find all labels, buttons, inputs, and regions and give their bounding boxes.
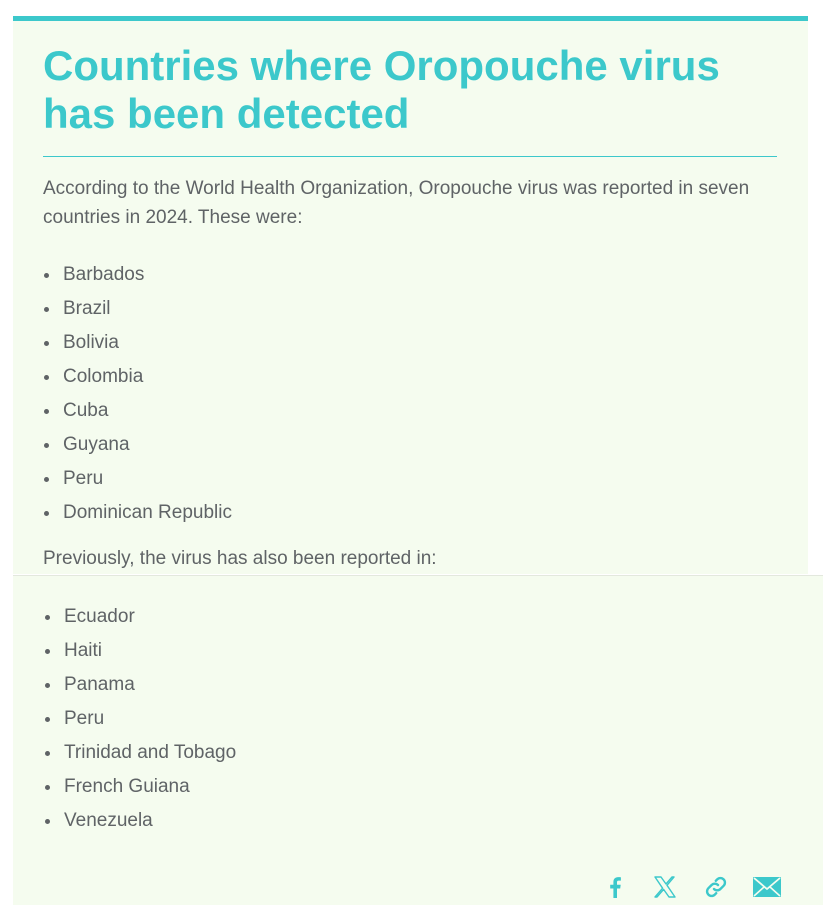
- list-item-label: Venezuela: [64, 810, 153, 831]
- facebook-icon: [608, 876, 622, 898]
- list-item: [43, 326, 232, 360]
- countries-previous-list: [44, 600, 236, 838]
- title-divider: [43, 156, 777, 157]
- list-item-label: Panama: [64, 674, 135, 695]
- bullet-icon: [44, 341, 49, 346]
- list-item-label: Cuba: [63, 400, 109, 421]
- list-item: [44, 770, 236, 804]
- list-item-label: Ecuador: [64, 606, 135, 627]
- intro-paragraph: According to the World Health Organization, Oropouche virus was reported in seven countries in 2024. These were:: [43, 178, 750, 228]
- list-item: [44, 804, 236, 838]
- list-item-label: Dominican Republic: [63, 502, 232, 523]
- countries-2024-list: [43, 258, 232, 530]
- list-item-label: Bolivia: [63, 332, 119, 353]
- bullet-icon: [44, 443, 49, 448]
- bullet-icon: [44, 273, 49, 278]
- bullet-icon: [44, 307, 49, 312]
- bullet-icon: [44, 477, 49, 482]
- list-item-label: Peru: [63, 468, 104, 489]
- list-item: [43, 360, 232, 394]
- x-share-button[interactable]: [652, 873, 678, 901]
- list-item-label: Guyana: [63, 434, 130, 455]
- email-share-button[interactable]: [751, 873, 783, 901]
- list-item: [44, 600, 236, 634]
- bullet-icon: [44, 375, 49, 380]
- link-icon: [704, 875, 728, 899]
- list-item: [43, 462, 232, 496]
- list-item-label: Haiti: [64, 640, 103, 661]
- list-item: [44, 702, 236, 736]
- list-item: [43, 258, 232, 292]
- bullet-icon: [44, 409, 49, 414]
- bullet-icon: [45, 717, 50, 722]
- bullet-icon: [45, 785, 50, 790]
- list-item: [44, 634, 236, 668]
- list-item: [43, 428, 232, 462]
- bullet-icon: [45, 751, 50, 756]
- previous-paragraph: Previously, the virus has also been reported in:: [43, 548, 437, 569]
- article-card: [13, 16, 808, 574]
- list-item-label: Peru: [64, 708, 105, 729]
- list-item-label: French Guiana: [64, 776, 190, 797]
- bullet-icon: [44, 511, 49, 516]
- list-item: [43, 292, 232, 326]
- list-item: [43, 496, 232, 530]
- bullet-icon: [45, 649, 50, 654]
- list-item: [43, 394, 232, 428]
- copy-link-button[interactable]: [703, 873, 729, 901]
- bullet-icon: [45, 683, 50, 688]
- page-title: Countries where Oropouche virus has been detected: [43, 42, 720, 137]
- list-item-label: Colombia: [63, 366, 144, 387]
- list-item-label: Trinidad and Tobago: [64, 742, 237, 763]
- email-icon: [752, 876, 782, 898]
- list-item: [44, 736, 236, 770]
- facebook-share-button[interactable]: [605, 873, 625, 901]
- bullet-icon: [45, 615, 50, 620]
- list-item-label: Barbados: [63, 264, 145, 285]
- bullet-icon: [45, 819, 50, 824]
- list-item-label: Brazil: [63, 298, 111, 319]
- article-card-continued: [13, 575, 823, 905]
- x-twitter-icon: [653, 876, 677, 898]
- list-item: [44, 668, 236, 702]
